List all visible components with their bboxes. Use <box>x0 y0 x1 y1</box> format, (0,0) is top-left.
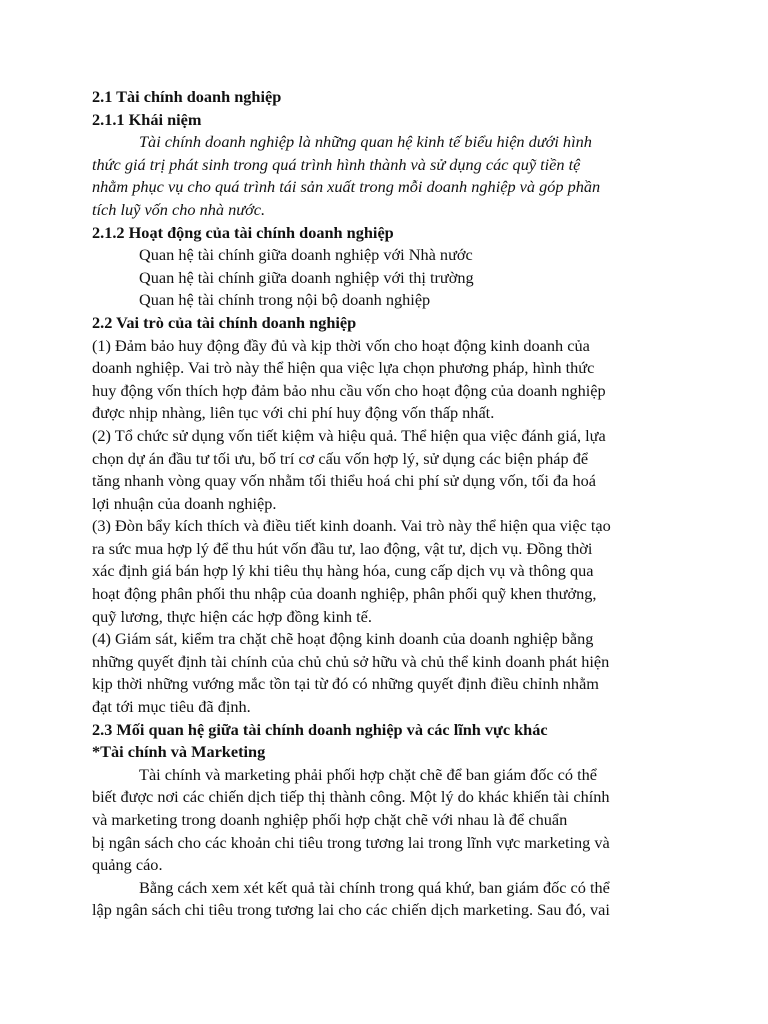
section-heading: 2.1.2 Hoạt động của tài chính doanh nghiệp <box>92 222 394 242</box>
text-line: ra sức mua hợp lý để thu hút vốn đầu tư, lao động, vật tư, dịch vụ. Đồng thời <box>92 538 593 558</box>
section-heading: 2.3 Mối quan hệ giữa tài chính doanh nghiệp và các lĩnh vực khác <box>92 719 548 739</box>
text-line: những quyết định tài chính của chủ chủ sở hữu và chủ thể kinh doanh phát hiện <box>92 651 610 671</box>
text-line: (1) Đảm bảo huy động đầy đủ và kịp thời vốn cho hoạt động kinh doanh của <box>92 335 590 355</box>
text-line: hoạt động phân phối thu nhập của doanh nghiệp, phân phối quỹ khen thưởng, <box>92 584 597 604</box>
text-line: đạt tới mục tiêu đã định. <box>92 697 251 717</box>
section-heading: 2.1.1 Khái niệm <box>92 109 202 129</box>
text-line: (3) Đòn bẩy kích thích và điều tiết kinh doanh. Vai trò này thể hiện qua việc tạo <box>92 516 611 536</box>
text-line: thức giá trị phát sinh trong quá trình hình thành và sử dụng các quỹ tiền tệ <box>92 154 581 174</box>
text-line: (4) Giám sát, kiểm tra chặt chẽ hoạt động kinh doanh của doanh nghiệp bằng <box>92 629 594 649</box>
text-line: nhằm phục vụ cho quá trình tái sản xuất trong mỗi doanh nghiệp và góp phần <box>92 177 601 197</box>
text-line: chọn dự án đầu tư tối ưu, bố trí cơ cấu vốn hợp lý, sử dụng các biện pháp để <box>92 448 589 468</box>
section-heading: *Tài chính và Marketing <box>92 742 266 762</box>
text-line: và marketing trong doanh nghiệp phối hợp chặt chẽ với nhau là để chuẩn <box>92 810 568 829</box>
text-line: Quan hệ tài chính trong nội bộ doanh nghiệp <box>139 290 431 310</box>
text-line: Quan hệ tài chính giữa doanh nghiệp với thị trường <box>139 267 474 287</box>
text-line: Quan hệ tài chính giữa doanh nghiệp với Nhà nước <box>139 245 473 265</box>
text-line: biết được nơi các chiến dịch tiếp thị thành công. Một lý do khác khiến tài chính <box>92 787 610 807</box>
text-line: kịp thời những vướng mắc tồn tại từ đó có những quyết định điều chỉnh nhằm <box>92 674 599 694</box>
text-line: quỹ lương, thực hiện các hợp đồng kinh tế. <box>92 606 372 626</box>
section-heading: 2.2 Vai trò của tài chính doanh nghiệp <box>92 312 357 332</box>
text-line: tích luỹ vốn cho nhà nước. <box>92 199 266 219</box>
text-line: (2) Tổ chức sử dụng vốn tiết kiệm và hiệu quả. Thể hiện qua việc đánh giá, lựa <box>92 425 606 445</box>
text-line: tăng nhanh vòng quay vốn nhằm tối thiểu hoá chi phí sử dụng vốn, tối đa hoá <box>92 471 596 491</box>
document-page <box>92 86 682 922</box>
text-line: quảng cáo. <box>92 855 163 875</box>
section-heading: 2.1 Tài chính doanh nghiệp <box>92 87 282 106</box>
text-line: xác định giá bán hợp lý khi tiêu thụ hàng hóa, cung cấp dịch vụ và thông qua <box>92 561 594 581</box>
text-line: được nhịp nhàng, liên tục với chi phí huy động vốn thấp nhất. <box>92 403 495 423</box>
text-line: huy động vốn thích hợp đảm bảo nhu cầu vốn cho hoạt động của doanh nghiệp <box>92 380 606 400</box>
text-line: Tài chính doanh nghiệp là những quan hệ kinh tế biểu hiện dưới hình <box>139 132 592 152</box>
text-line: doanh nghiệp. Vai trò này thể hiện qua việc lựa chọn phương pháp, hình thức <box>92 358 595 378</box>
text-line: lập ngân sách chi tiêu trong tương lai cho các chiến dịch marketing. Sau đó, vai <box>92 900 610 920</box>
text-line: Bằng cách xem xét kết quả tài chính trong quá khứ, ban giám đốc có thể <box>139 877 610 897</box>
text-line: bị ngân sách cho các khoản chi tiêu trong tương lai trong lĩnh vực marketing và <box>92 832 610 852</box>
text-line: Tài chính và marketing phải phối hợp chặt chẽ để ban giám đốc có thể <box>139 764 597 784</box>
text-line: lợi nhuận của doanh nghiệp. <box>92 493 277 513</box>
